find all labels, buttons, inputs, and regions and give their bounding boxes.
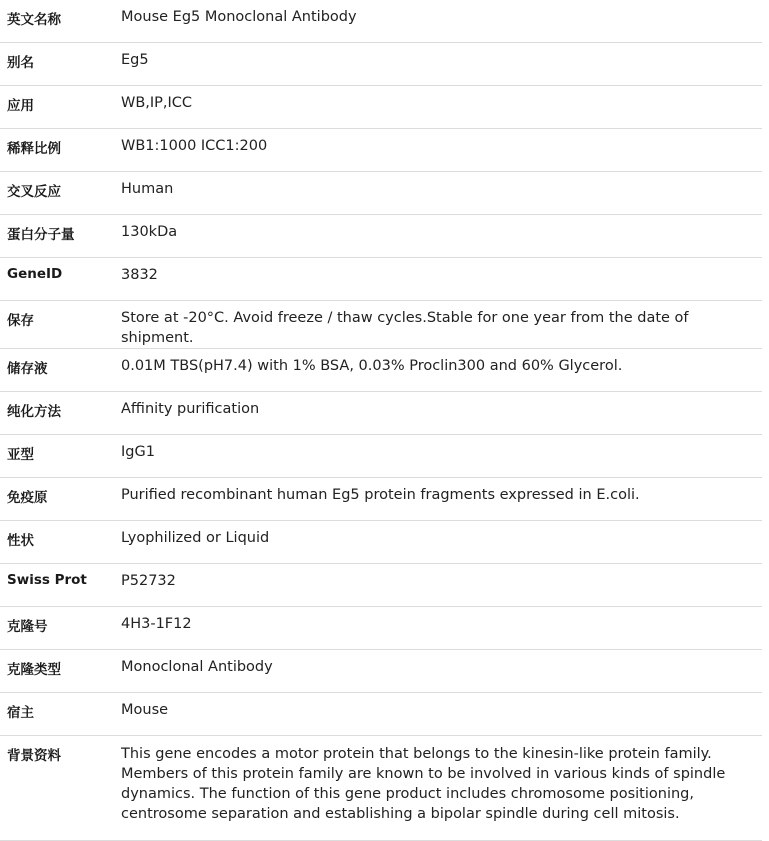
spec-row-buffer [0,349,762,392]
spec-label: 储存液 [0,349,120,392]
spec-value: 130kDa [120,215,762,258]
spec-value: This gene encodes a motor protein that belongs to the kinesin-like protein family. Members of this protein family are known to be involved in various kinds of spindle dynamics. The function of this gene product includes chromosome positioning, centrosome separation and establishing a bipolar spindle during cell mitosis. [120,736,762,841]
spec-row-host [0,693,762,736]
spec-value: Eg5 [120,43,762,86]
spec-label: 稀释比例 [0,129,120,172]
spec-label: 免疫原 [0,478,120,521]
spec-label: 保存 [0,301,120,349]
spec-value: IgG1 [120,435,762,478]
spec-label: 宿主 [0,693,120,736]
spec-label: Swiss Prot [0,564,120,607]
spec-row-molecular-weight [0,215,762,258]
spec-value: Purified recombinant human Eg5 protein fragments expressed in E.coli. [120,478,762,521]
spec-value: 0.01M TBS(pH7.4) with 1% BSA, 0.03% Proclin300 and 60% Glycerol. [120,349,762,392]
spec-row-form [0,521,762,564]
spec-value: Store at -20°C. Avoid freeze / thaw cycles.Stable for one year from the date of shipment. [120,301,762,349]
spec-row-storage [0,301,762,349]
spec-value: Lyophilized or Liquid [120,521,762,564]
spec-value: Mouse Eg5 Monoclonal Antibody [120,0,762,43]
spec-label: 蛋白分子量 [0,215,120,258]
spec-value: 3832 [120,258,762,301]
spec-value: Affinity purification [120,392,762,435]
spec-row-immunogen [0,478,762,521]
spec-label: GeneID [0,258,120,301]
spec-row-isotype [0,435,762,478]
spec-label: 克隆类型 [0,650,120,693]
spec-label: 亚型 [0,435,120,478]
spec-value: 4H3-1F12 [120,607,762,650]
spec-label: 纯化方法 [0,392,120,435]
spec-row-background [0,736,762,841]
spec-row-alias [0,43,762,86]
spec-row-application [0,86,762,129]
spec-value: P52732 [120,564,762,607]
spec-row-reactivity [0,172,762,215]
spec-row-dilution [0,129,762,172]
spec-label: 别名 [0,43,120,86]
spec-label: 应用 [0,86,120,129]
spec-row-clone-number [0,607,762,650]
spec-row-english-name [0,0,762,43]
spec-value: WB,IP,ICC [120,86,762,129]
spec-label: 性状 [0,521,120,564]
spec-value: WB1:1000 ICC1:200 [120,129,762,172]
spec-value: Human [120,172,762,215]
spec-label: 交叉反应 [0,172,120,215]
spec-row-purification [0,392,762,435]
spec-label: 英文名称 [0,0,120,43]
spec-value: Monoclonal Antibody [120,650,762,693]
spec-value: Mouse [120,693,762,736]
spec-row-gene-id [0,258,762,301]
spec-label: 克隆号 [0,607,120,650]
spec-label: 背景资料 [0,736,120,841]
spec-row-swiss-prot [0,564,762,607]
spec-row-clonality [0,650,762,693]
